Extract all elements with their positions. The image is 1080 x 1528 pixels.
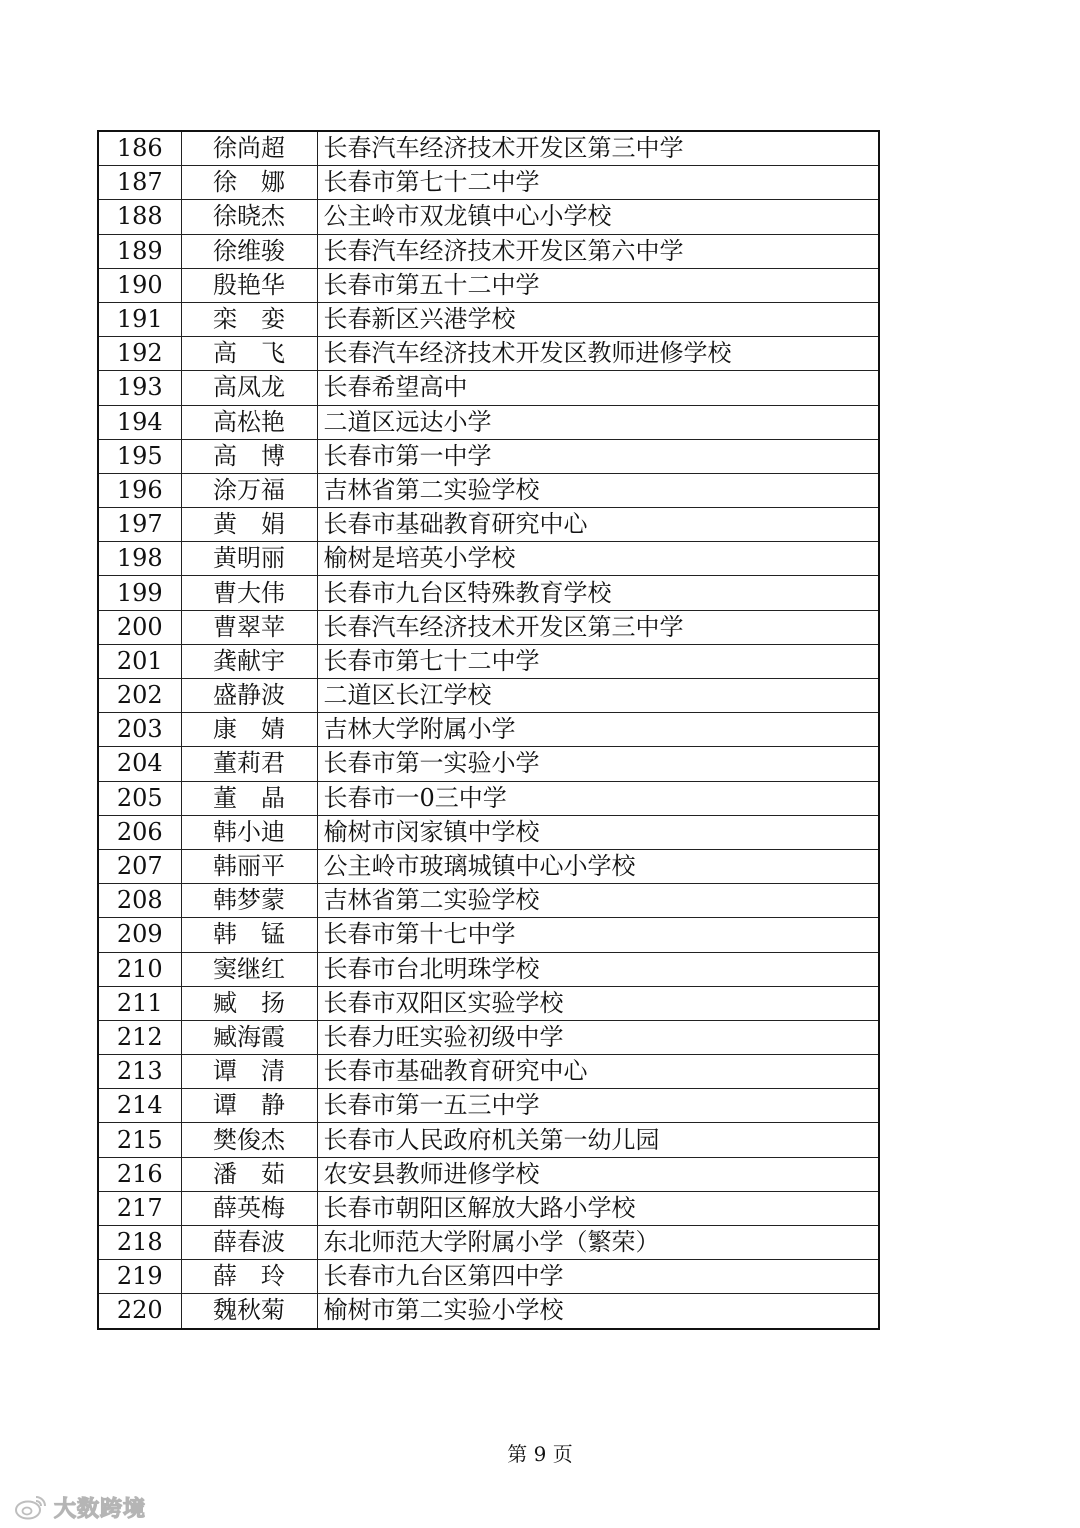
teacher-name: 康 婧: [181, 713, 317, 747]
teacher-name: 樊俊杰: [181, 1123, 317, 1157]
school-name: 长春市台北明珠学校: [317, 952, 879, 986]
table-row: [98, 542, 879, 576]
school-name: 长春市第一中学: [317, 439, 879, 473]
teacher-name: 徐尚超: [181, 131, 317, 166]
teacher-name: 黄明丽: [181, 542, 317, 576]
teacher-name: 徐 娜: [181, 166, 317, 200]
row-number: 189: [98, 234, 181, 268]
table-row: [98, 713, 879, 747]
row-number: 192: [98, 337, 181, 371]
table-row: [98, 815, 879, 849]
school-name: 长春市第七十二中学: [317, 644, 879, 678]
row-number: 187: [98, 166, 181, 200]
table-row: [98, 918, 879, 952]
school-name: 长春市第一五三中学: [317, 1089, 879, 1123]
school-name: 长春新区兴港学校: [317, 302, 879, 336]
teacher-name: 魏秋菊: [181, 1294, 317, 1329]
school-name: 长春市第一实验小学: [317, 747, 879, 781]
weibo-logo-icon: [14, 1494, 48, 1520]
teacher-name: 龚献宇: [181, 644, 317, 678]
table-row: [98, 268, 879, 302]
teacher-name: 高 飞: [181, 337, 317, 371]
school-name: 东北师范大学附属小学（繁荣）: [317, 1226, 879, 1260]
roster-table: [97, 130, 880, 1330]
table-row: [98, 1260, 879, 1294]
teacher-name: 韩 锰: [181, 918, 317, 952]
row-number: 213: [98, 1055, 181, 1089]
school-name: 长春市第十七中学: [317, 918, 879, 952]
row-number: 220: [98, 1294, 181, 1329]
table-row: [98, 884, 879, 918]
row-number: 191: [98, 302, 181, 336]
school-name: 长春市基础教育研究中心: [317, 1055, 879, 1089]
table-row: [98, 849, 879, 883]
teacher-name: 高凤龙: [181, 371, 317, 405]
table-row: [98, 1055, 879, 1089]
school-name: 长春汽车经济技术开发区第六中学: [317, 234, 879, 268]
table-row: [98, 234, 879, 268]
school-name: 长春汽车经济技术开发区第三中学: [317, 131, 879, 166]
teacher-name: 殷艳华: [181, 268, 317, 302]
teacher-name: 高松艳: [181, 405, 317, 439]
table-row: [98, 131, 879, 166]
row-number: 190: [98, 268, 181, 302]
row-number: 219: [98, 1260, 181, 1294]
teacher-name: 薛英梅: [181, 1191, 317, 1225]
school-name: 长春市一0三中学: [317, 781, 879, 815]
school-name: 榆树市闵家镇中学校: [317, 815, 879, 849]
table-row: [98, 166, 879, 200]
watermark: [14, 1492, 146, 1522]
school-name: 二道区远达小学: [317, 405, 879, 439]
teacher-name: 徐维骏: [181, 234, 317, 268]
watermark-text: 大数跨境: [54, 1496, 147, 1522]
row-number: 214: [98, 1089, 181, 1123]
school-name: 二道区长江学校: [317, 679, 879, 713]
table-row: [98, 405, 879, 439]
row-number: 209: [98, 918, 181, 952]
teacher-name: 韩丽平: [181, 849, 317, 883]
teacher-name: 韩梦蒙: [181, 884, 317, 918]
teacher-name: 栾 娈: [181, 302, 317, 336]
row-number: 218: [98, 1226, 181, 1260]
teacher-name: 董莉君: [181, 747, 317, 781]
table-row: [98, 1226, 879, 1260]
teacher-name: 黄 娟: [181, 508, 317, 542]
teacher-name: 臧海霞: [181, 1020, 317, 1054]
school-name: 长春市朝阳区解放大路小学校: [317, 1191, 879, 1225]
row-number: 208: [98, 884, 181, 918]
row-number: 206: [98, 815, 181, 849]
row-number: 205: [98, 781, 181, 815]
table-row: [98, 1020, 879, 1054]
teacher-name: 潘 茹: [181, 1157, 317, 1191]
row-number: 199: [98, 576, 181, 610]
table-row: [98, 200, 879, 234]
school-name: 长春市九台区特殊教育学校: [317, 576, 879, 610]
teacher-name: 谭 静: [181, 1089, 317, 1123]
school-name: 公主岭市玻璃城镇中心小学校: [317, 849, 879, 883]
school-name: 农安县教师进修学校: [317, 1157, 879, 1191]
school-name: 长春力旺实验初级中学: [317, 1020, 879, 1054]
school-name: 长春希望高中: [317, 371, 879, 405]
row-number: 210: [98, 952, 181, 986]
table-row: [98, 508, 879, 542]
table-row: [98, 1157, 879, 1191]
teacher-name: 盛静波: [181, 679, 317, 713]
teacher-name: 曹大伟: [181, 576, 317, 610]
row-number: 203: [98, 713, 181, 747]
school-name: 吉林省第二实验学校: [317, 884, 879, 918]
row-number: 200: [98, 610, 181, 644]
school-name: 长春市第七十二中学: [317, 166, 879, 200]
school-name: 长春市九台区第四中学: [317, 1260, 879, 1294]
row-number: 193: [98, 371, 181, 405]
school-name: 吉林大学附属小学: [317, 713, 879, 747]
table-row: [98, 781, 879, 815]
table-row: [98, 747, 879, 781]
school-name: 长春汽车经济技术开发区第三中学: [317, 610, 879, 644]
row-number: 198: [98, 542, 181, 576]
school-name: 吉林省第二实验学校: [317, 473, 879, 507]
school-name: 榆树市第二实验小学校: [317, 1294, 879, 1329]
table-row: [98, 679, 879, 713]
table-row: [98, 644, 879, 678]
row-number: 186: [98, 131, 181, 166]
row-number: 215: [98, 1123, 181, 1157]
row-number: 194: [98, 405, 181, 439]
table-row: [98, 1294, 879, 1329]
table-row: [98, 610, 879, 644]
school-name: 长春市人民政府机关第一幼儿园: [317, 1123, 879, 1157]
teacher-name: 涂万福: [181, 473, 317, 507]
table-row: [98, 986, 879, 1020]
teacher-name: 薛春波: [181, 1226, 317, 1260]
teacher-name: 窦继红: [181, 952, 317, 986]
table-row: [98, 439, 879, 473]
teacher-name: 董 晶: [181, 781, 317, 815]
row-number: 217: [98, 1191, 181, 1225]
table-row: [98, 576, 879, 610]
school-name: 长春市双阳区实验学校: [317, 986, 879, 1020]
teacher-name: 徐晓杰: [181, 200, 317, 234]
table-row: [98, 337, 879, 371]
school-name: 长春市基础教育研究中心: [317, 508, 879, 542]
row-number: 202: [98, 679, 181, 713]
row-number: 188: [98, 200, 181, 234]
row-number: 212: [98, 1020, 181, 1054]
page-number: 第 9 页: [507, 1442, 573, 1466]
table-row: [98, 1191, 879, 1225]
teacher-name: 薛 玲: [181, 1260, 317, 1294]
row-number: 201: [98, 644, 181, 678]
teacher-name: 韩小迪: [181, 815, 317, 849]
row-number: 197: [98, 508, 181, 542]
school-name: 榆树是培英小学校: [317, 542, 879, 576]
teacher-name: 谭 清: [181, 1055, 317, 1089]
table-row: [98, 1123, 879, 1157]
teacher-name: 臧 扬: [181, 986, 317, 1020]
teacher-name: 高 博: [181, 439, 317, 473]
table-row: [98, 952, 879, 986]
row-number: 207: [98, 849, 181, 883]
row-number: 196: [98, 473, 181, 507]
table-row: [98, 371, 879, 405]
table-row: [98, 473, 879, 507]
row-number: 216: [98, 1157, 181, 1191]
school-name: 公主岭市双龙镇中心小学校: [317, 200, 879, 234]
row-number: 195: [98, 439, 181, 473]
roster-body: [98, 131, 879, 1329]
teacher-name: 曹翠苹: [181, 610, 317, 644]
table-row: [98, 302, 879, 336]
row-number: 204: [98, 747, 181, 781]
row-number: 211: [98, 986, 181, 1020]
table-row: [98, 1089, 879, 1123]
school-name: 长春市第五十二中学: [317, 268, 879, 302]
school-name: 长春汽车经济技术开发区教师进修学校: [317, 337, 879, 371]
